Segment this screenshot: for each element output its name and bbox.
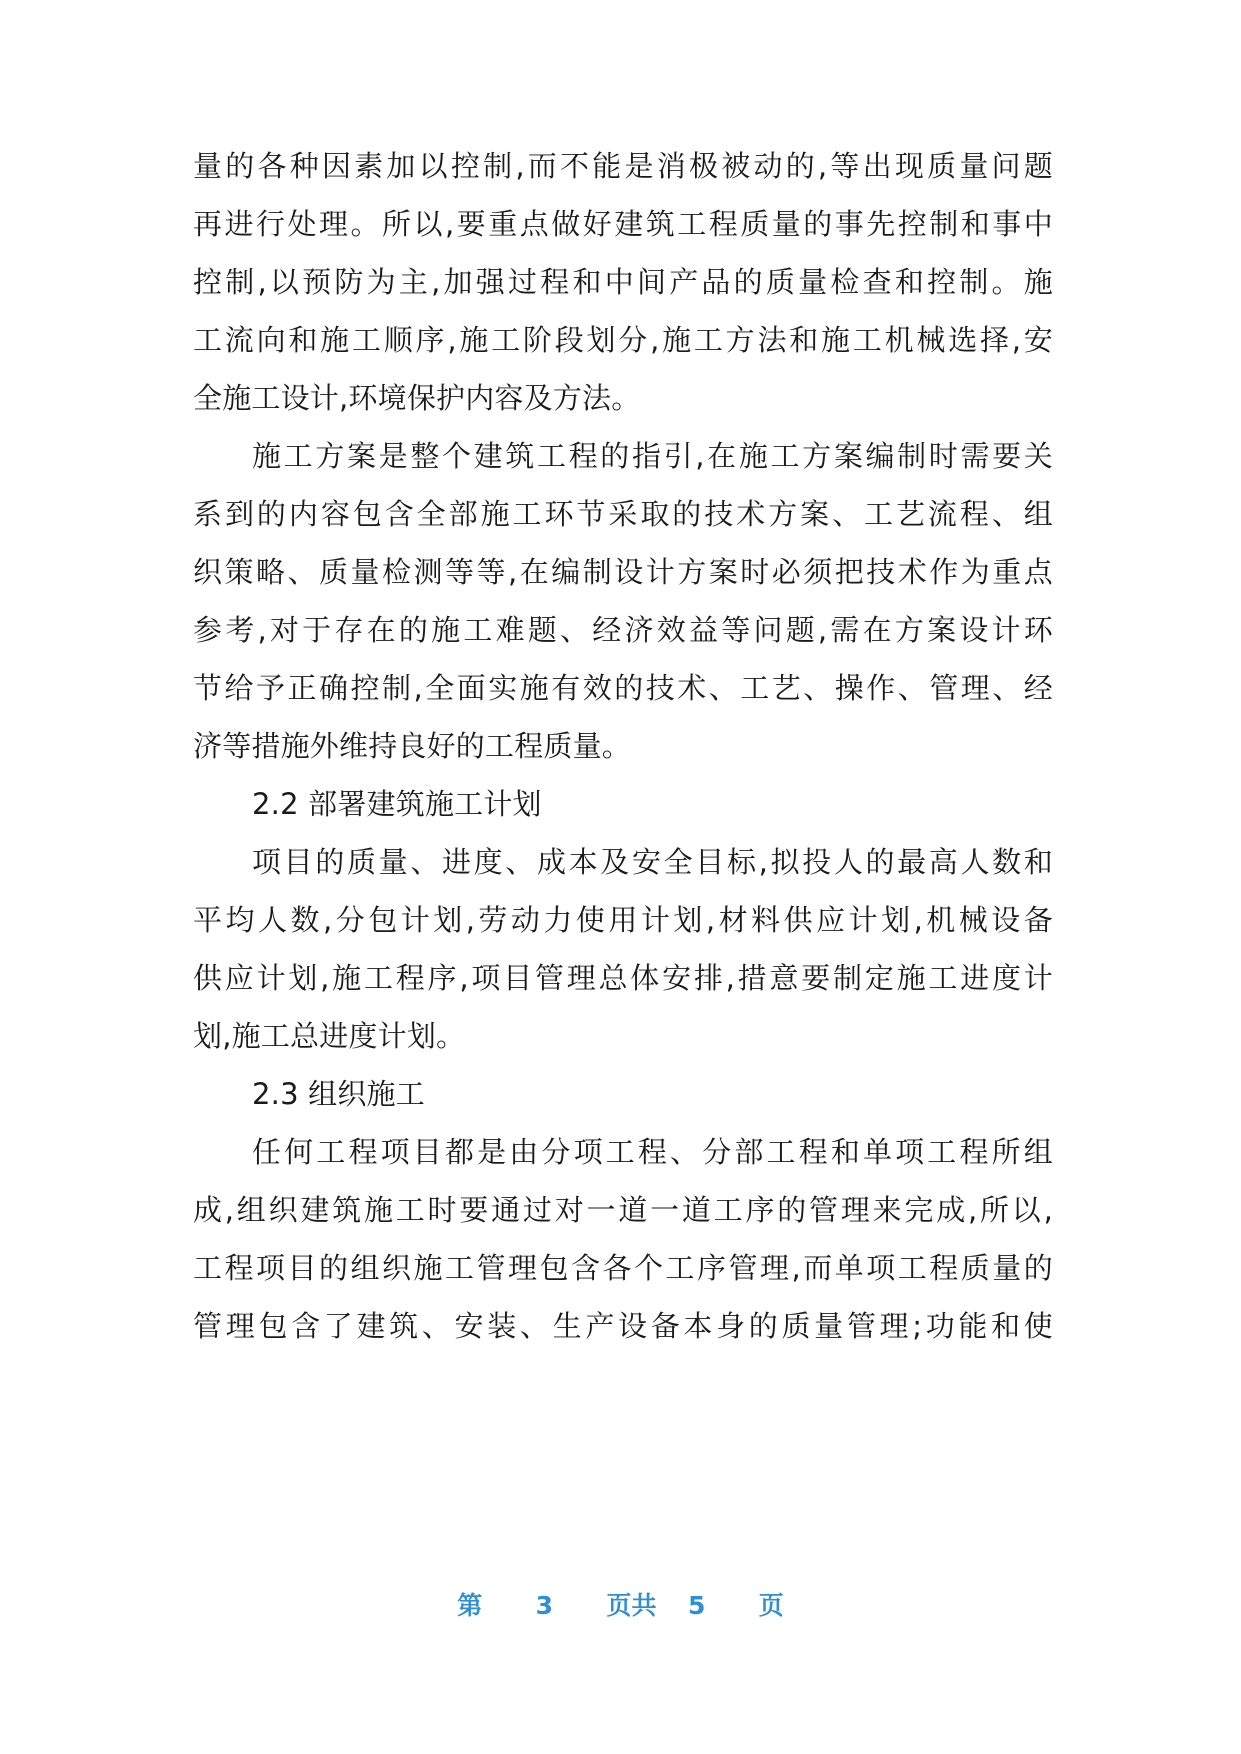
text-line: 供应计划,施工程序,项目管理总体安排,措意要制定施工进度计 — [193, 961, 1053, 995]
text-line: 任何工程项目都是由分项工程、分部工程和单项工程所组 — [252, 1135, 1053, 1169]
text-line: 济等措施外维持良好的工程质量。 — [193, 729, 632, 763]
section-heading: 2.3 组织施工 — [252, 1077, 425, 1111]
text-line: 项目的质量、进度、成本及安全目标,拟投人的最高人数和 — [252, 845, 1053, 879]
text-line: 工流向和施工顺序,施工阶段划分,施工方法和施工机械选择,安 — [193, 323, 1053, 357]
page-label-prefix: 第 — [457, 1591, 483, 1620]
text-line: 成,组织建筑施工时要通过对一道一道工序的管理来完成,所以, — [193, 1193, 1053, 1227]
text-line: 再进行处理。所以,要重点做好建筑工程质量的事先控制和事中 — [193, 207, 1053, 241]
text-line: 系到的内容包含全部施工环节采取的技术方案、工艺流程、组 — [193, 497, 1053, 531]
text-line: 划,施工总进度计划。 — [193, 1019, 466, 1053]
total-pages-number: 5 — [687, 1591, 706, 1620]
text-line: 参考,对于存在的施工难题、经济效益等问题,需在方案设计环 — [193, 613, 1053, 647]
text-line: 量的各种因素加以控制,而不能是消极被动的,等出现质量问题 — [193, 149, 1053, 183]
text-line: 管理包含了建筑、安装、生产设备本身的质量管理;功能和使 — [193, 1309, 1053, 1343]
text-line: 织策略、质量检测等等,在编制设计方案时必须把技术作为重点 — [193, 555, 1053, 589]
page-label-suffix: 页 — [758, 1591, 784, 1620]
text-line: 平均人数,分包计划,劳动力使用计划,材料供应计划,机械设备 — [193, 903, 1053, 937]
text-line: 节给予正确控制,全面实施有效的技术、工艺、操作、管理、经 — [193, 671, 1053, 705]
text-line: 全施工设计,环境保护内容及方法。 — [193, 381, 641, 415]
current-page-number: 3 — [535, 1591, 554, 1620]
text-line: 施工方案是整个建筑工程的指引,在施工方案编制时需要关 — [252, 439, 1053, 473]
text-line: 工程项目的组织施工管理包含各个工序管理,而单项工程质量的 — [193, 1251, 1053, 1285]
page-label-mid: 页共 — [606, 1591, 657, 1620]
section-heading: 2.2 部署建筑施工计划 — [252, 787, 542, 821]
text-line: 控制,以预防为主,加强过程和中间产品的质量检查和控制。施 — [193, 265, 1053, 299]
page-footer — [0, 1586, 1241, 1626]
